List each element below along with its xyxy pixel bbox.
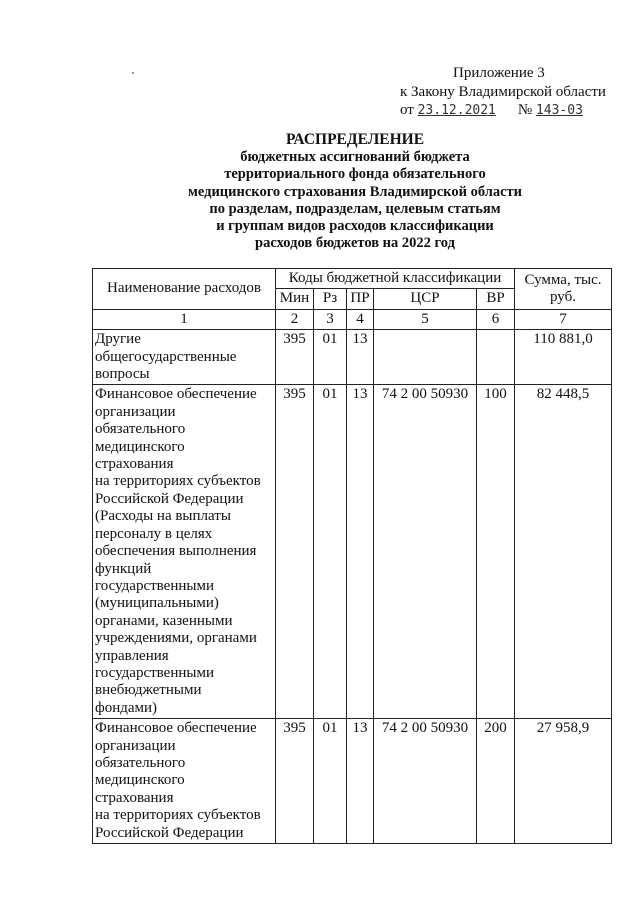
title-line: по разделам, подразделам, целевым статьям xyxy=(209,200,501,217)
expense-name-line: государственными xyxy=(95,577,214,594)
column-number: 6 xyxy=(477,309,515,329)
expense-name-line: обеспечения выполнения xyxy=(95,543,257,560)
sum-cell: 110 881,0 xyxy=(515,330,612,385)
expense-name-line: персоналу в целях xyxy=(95,525,213,542)
expense-name-line: функций xyxy=(95,560,152,577)
expense-name-line: внебюджетными xyxy=(95,682,202,699)
pr-code-cell: 13 xyxy=(347,385,374,719)
expense-name-line: организации xyxy=(95,403,176,420)
budget-table xyxy=(92,268,612,844)
column-number: 2 xyxy=(276,309,314,329)
csr-code-cell: 74 2 00 50930 xyxy=(374,719,477,844)
scan-speck xyxy=(132,72,134,74)
expense-name-line: управления xyxy=(95,647,169,664)
expense-name-line: медицинского xyxy=(95,438,185,455)
expense-name-line: страхования xyxy=(95,456,174,473)
min-code-cell: 395 xyxy=(276,719,314,844)
expense-name-line: Другие xyxy=(95,331,141,348)
vr-code-cell: 200 xyxy=(477,719,515,844)
expense-name-cell xyxy=(93,330,276,385)
column-number: 1 xyxy=(93,309,276,329)
pr-code-cell: 13 xyxy=(347,719,374,844)
expense-name-line: на территориях субъектов xyxy=(95,807,261,824)
column-number: 4 xyxy=(347,309,374,329)
header-codes-group: Коды бюджетной классификации xyxy=(276,269,515,289)
column-number: 3 xyxy=(314,309,347,329)
appendix-block xyxy=(400,64,606,121)
from-label: от xyxy=(400,102,414,118)
csr-code-cell: 74 2 00 50930 xyxy=(374,385,477,719)
rz-code-cell: 01 xyxy=(314,719,347,844)
header-min: Мин xyxy=(276,289,314,309)
title-heading: РАСПРЕДЕЛЕНИЕ xyxy=(285,131,425,148)
title-line: территориального фонда обязательного xyxy=(224,166,486,183)
expense-name-line: на территориях субъектов xyxy=(95,473,261,490)
min-code-cell: 395 xyxy=(276,330,314,385)
header-pr: ПР xyxy=(347,289,374,309)
expense-name-cell xyxy=(93,719,276,844)
title-line: медицинского страхования Владимирской области xyxy=(187,183,523,200)
table-row xyxy=(93,385,612,719)
expense-name-line: государственными xyxy=(95,664,214,681)
header-rz: Рз xyxy=(314,289,347,309)
expense-name-line: медицинского xyxy=(95,772,185,789)
expense-name-line: учреждениями, органами xyxy=(95,630,257,647)
expense-name-line: общегосударственные xyxy=(95,348,237,365)
vr-code-cell: 100 xyxy=(477,385,515,719)
table-row xyxy=(93,330,612,385)
rz-code-cell: 01 xyxy=(314,330,347,385)
title-line: бюджетных ассигнований бюджета xyxy=(240,149,470,166)
expense-name-line: обязательного xyxy=(95,421,186,438)
expense-name-line: (Расходы на выплаты xyxy=(95,508,231,525)
column-number: 5 xyxy=(374,309,477,329)
title-line: расходов бюджетов на 2022 год xyxy=(255,235,455,252)
expense-name-line: страхования xyxy=(95,789,174,806)
csr-code-cell xyxy=(374,330,477,385)
expense-name-line: органами, казенными xyxy=(95,612,233,629)
rz-code-cell: 01 xyxy=(314,385,347,719)
vr-code-cell xyxy=(477,330,515,385)
min-code-cell: 395 xyxy=(276,385,314,719)
law-number: 143-03 xyxy=(535,103,583,118)
number-label: № xyxy=(517,102,533,118)
sum-cell: 27 958,9 xyxy=(515,719,612,844)
header-vr: ВР xyxy=(477,289,515,309)
header-csr: ЦСР xyxy=(374,289,477,309)
sum-cell: 82 448,5 xyxy=(515,385,612,719)
expense-name-line: вопросы xyxy=(95,366,150,383)
expense-name-line: обязательного xyxy=(95,754,186,771)
expense-name-line: Финансовое обеспечение xyxy=(95,720,257,737)
law-date: 23.12.2021 xyxy=(417,103,496,118)
appendix-date-line xyxy=(400,101,606,121)
header-sum: Сумма, тыс. руб. xyxy=(515,269,612,310)
column-number: 7 xyxy=(515,309,612,329)
expense-name-line: организации xyxy=(95,737,176,754)
table-row xyxy=(93,719,612,844)
title-line: и группам видов расходов классификации xyxy=(216,218,494,235)
appendix-law-reference: к Закону Владимирской области xyxy=(400,83,606,100)
appendix-title: Приложение 3 xyxy=(453,65,545,81)
expense-name-line: Российской Федерации xyxy=(95,490,244,507)
expense-name-cell xyxy=(93,385,276,719)
expense-name-line: (муниципальными) xyxy=(95,595,219,612)
expense-name-line: Российской Федерации xyxy=(95,824,244,841)
budget-table-body xyxy=(93,330,612,844)
pr-code-cell: 13 xyxy=(347,330,374,385)
document-title xyxy=(150,131,560,252)
header-name: Наименование расходов xyxy=(93,269,276,310)
expense-name-line: Финансовое обеспечение xyxy=(95,386,257,403)
expense-name-line: фондами) xyxy=(95,699,158,716)
